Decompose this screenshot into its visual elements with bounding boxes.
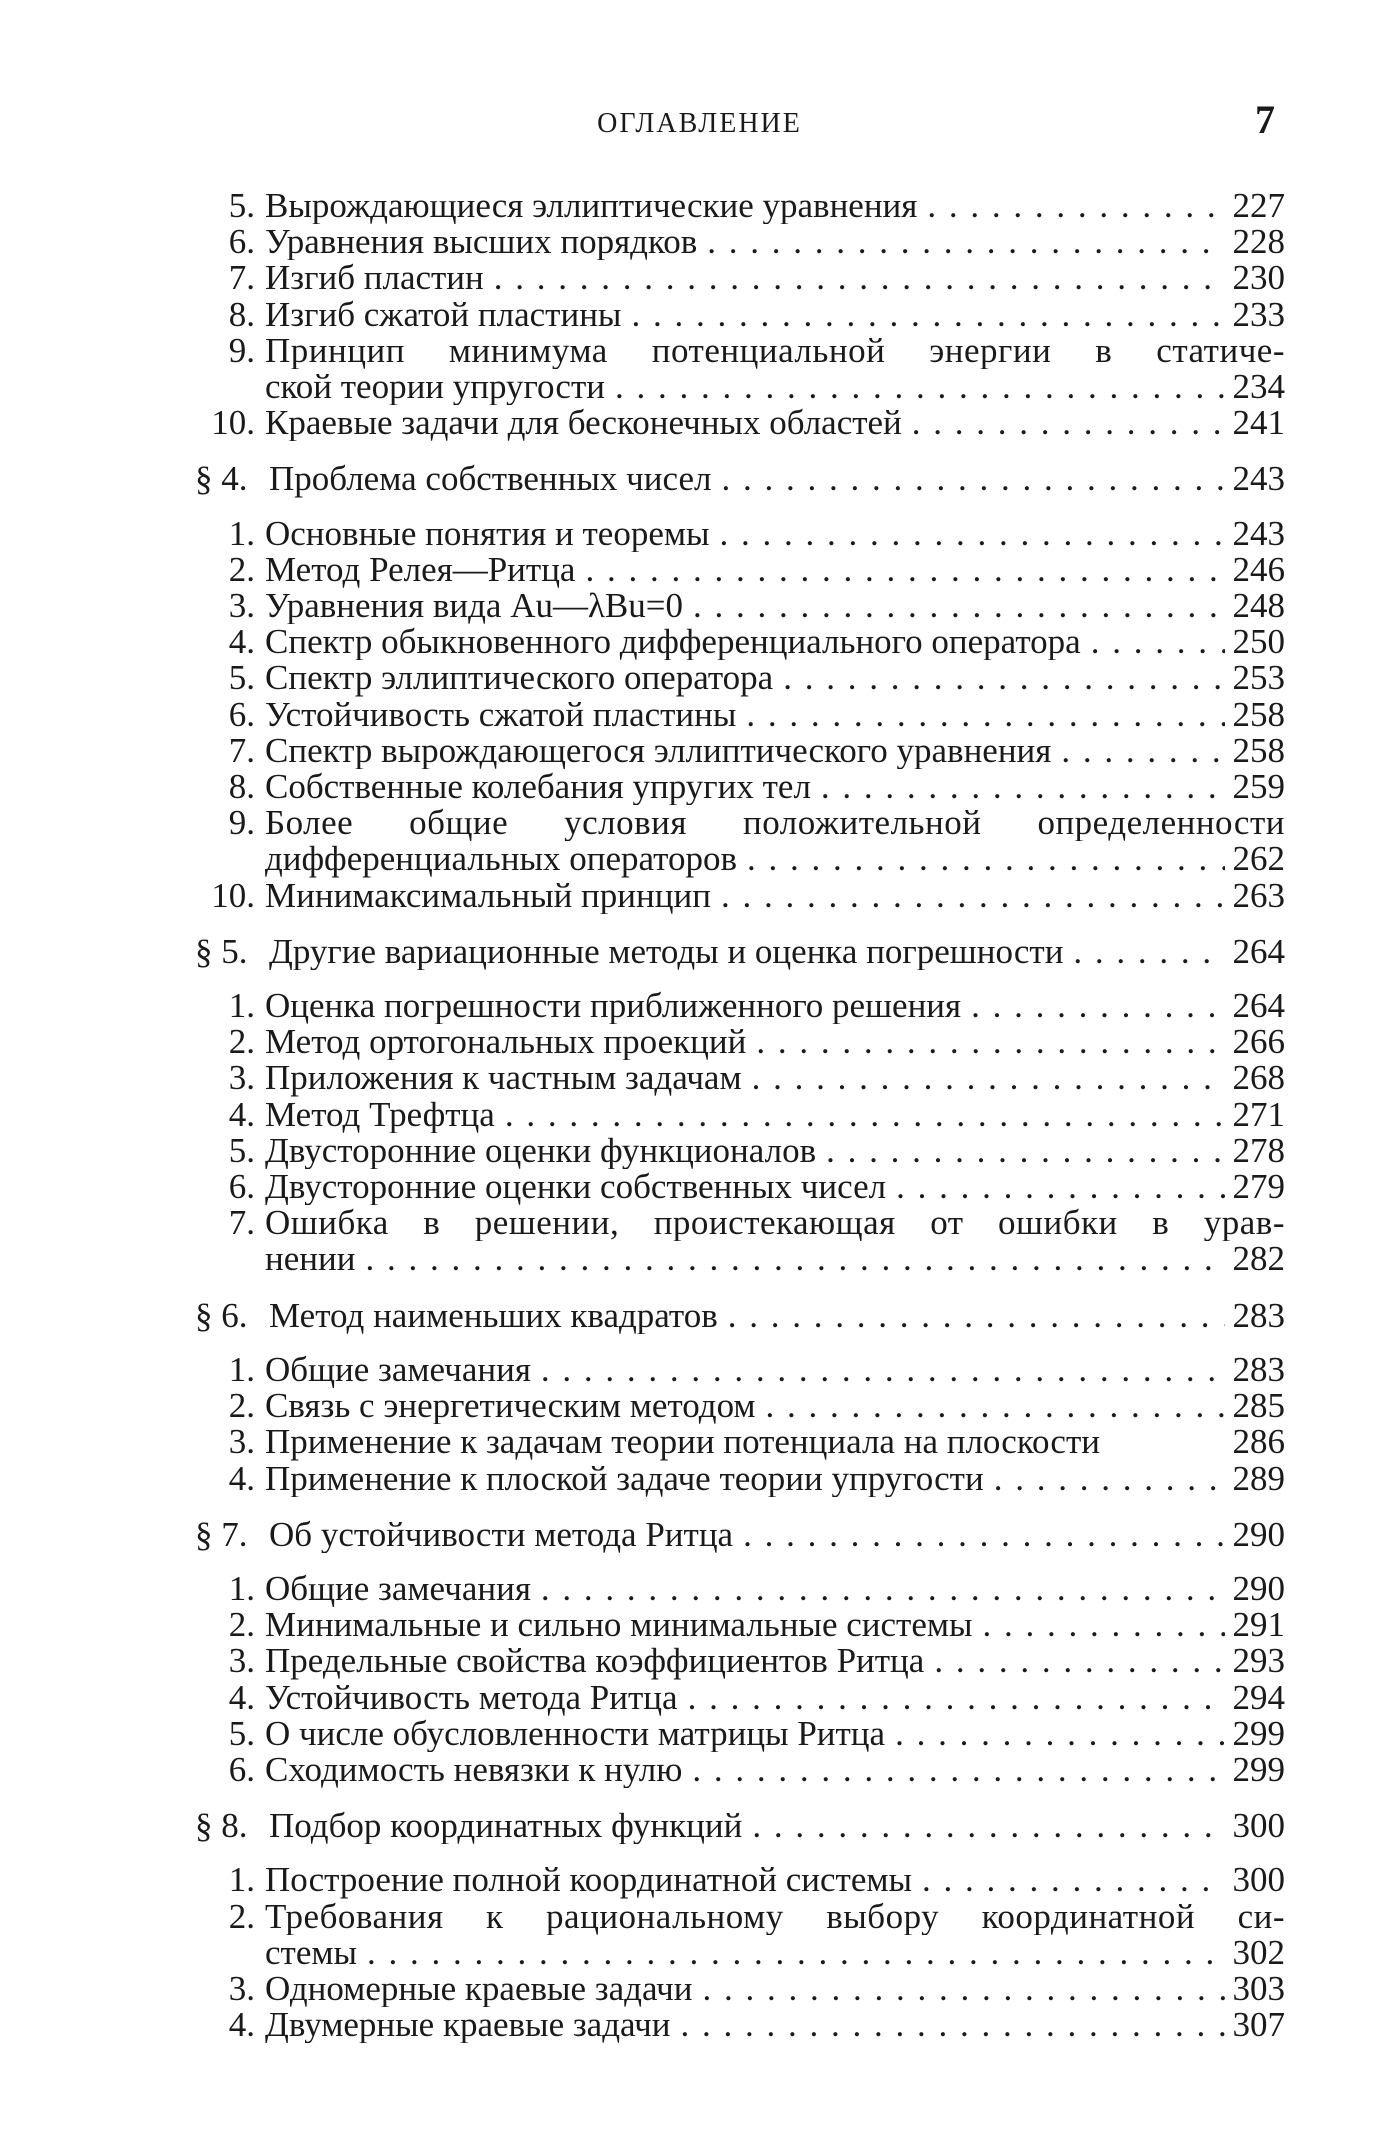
toc-entry — [195, 513, 1285, 553]
toc-entry-page: 289 — [1232, 1458, 1285, 1498]
dot-leader — [683, 588, 1225, 624]
dot-leader — [531, 1571, 1225, 1607]
toc-entry-number: 3. — [228, 1422, 255, 1462]
toc-section — [195, 931, 1285, 971]
toc-entry — [195, 1388, 1285, 1424]
toc-entry-page: 299 — [1232, 1749, 1285, 1789]
toc-entry-page: 268 — [1232, 1058, 1285, 1098]
toc-entry-title: Спектр обыкновенного дифференциального оператора — [265, 624, 1081, 661]
toc-section — [195, 1295, 1285, 1335]
toc-entry — [195, 330, 1285, 370]
toc-entry-page: 290 — [1232, 1568, 1285, 1608]
table-of-contents — [195, 188, 1285, 2043]
toc-entry-page: 234 — [1232, 367, 1285, 407]
toc-entry-number: 3. — [228, 586, 255, 626]
toc-entry-number: 2. — [228, 1605, 255, 1645]
dot-leader — [742, 1808, 1225, 1844]
toc-entry — [195, 1607, 1285, 1643]
toc-entry-number: 4. — [228, 622, 255, 662]
toc-entry-number: 10. — [211, 875, 255, 915]
toc-entry — [195, 1094, 1285, 1134]
section-gap — [195, 1334, 1285, 1352]
toc-entry-title: дифференциальных операторов — [265, 841, 737, 878]
toc-entry-page: 283 — [1232, 1349, 1285, 1389]
toc-entry-number: 1. — [228, 1349, 255, 1389]
dot-leader — [1081, 624, 1225, 660]
toc-entry-page: 250 — [1232, 622, 1285, 662]
dot-leader — [961, 988, 1225, 1024]
toc-entry — [195, 730, 1285, 770]
toc-entry — [195, 624, 1285, 660]
toc-entry-page: 271 — [1232, 1094, 1285, 1134]
toc-entry — [195, 694, 1285, 734]
toc-entry-title: О числе обусловленности матрицы Ритца — [265, 1715, 886, 1752]
toc-entry-number: 4. — [228, 1094, 255, 1134]
toc-entry-title: Двумерные краевые задачи — [265, 2007, 671, 2044]
toc-entry — [195, 875, 1285, 915]
dot-leader — [737, 841, 1225, 877]
dot-leader — [711, 878, 1225, 914]
toc-entry-number: 6. — [228, 694, 255, 734]
toc-entry-title: Метод наименьших квадратов — [269, 1297, 718, 1334]
toc-entry-title: Предельные свойства коэффициентов Ритца — [265, 1643, 925, 1680]
dot-leader — [357, 1935, 1225, 1971]
dot-leader — [912, 1862, 1225, 1898]
toc-entry-number: 7. — [228, 258, 255, 298]
toc-entry-title: Минимаксимальный принцип — [265, 877, 711, 914]
dot-leader — [621, 297, 1225, 333]
dot-leader — [746, 1024, 1225, 1060]
toc-entry — [195, 1713, 1285, 1753]
dot-leader — [692, 1971, 1225, 2007]
toc-entry — [195, 1458, 1285, 1498]
toc-entry-number: 1. — [228, 513, 255, 553]
toc-entry — [195, 1968, 1285, 2008]
toc-entry — [195, 294, 1285, 334]
toc-entry-number: 9. — [228, 330, 255, 370]
toc-entry-title: Метод Трефтца — [265, 1096, 495, 1133]
dot-leader — [733, 1517, 1225, 1553]
dot-leader — [711, 461, 1225, 497]
dot-leader — [742, 1060, 1225, 1096]
dot-leader — [816, 1133, 1225, 1169]
toc-entry-number: § 5. — [195, 931, 248, 971]
toc-entry-page: 302 — [1232, 1932, 1285, 1972]
toc-entry — [195, 1862, 1285, 1898]
dot-leader — [917, 188, 1225, 224]
dot-leader — [902, 405, 1225, 441]
toc-entry-title: Ошибка в решении, проистекающая от ошибки в урав- — [265, 1205, 1285, 1242]
toc-entry-number: 1. — [228, 1568, 255, 1608]
page-number: 7 — [1255, 97, 1275, 142]
dot-leader — [697, 224, 1225, 260]
toc-entry-page: 243 — [1232, 459, 1285, 499]
toc-entry — [195, 1205, 1285, 1241]
toc-entry-page: 248 — [1232, 586, 1285, 626]
toc-entry-number: 5. — [228, 186, 255, 225]
section-gap — [195, 498, 1285, 516]
toc-entry — [195, 188, 1285, 224]
dot-leader — [924, 1643, 1225, 1679]
toc-entry-title: Приложения к частным задачам — [265, 1060, 742, 1097]
toc-entry-page: 282 — [1232, 1239, 1285, 1279]
toc-entry-page: 264 — [1232, 931, 1285, 971]
toc-entry — [195, 805, 1285, 841]
toc-entry-number: 7. — [228, 1203, 255, 1243]
toc-entry-title: стемы — [265, 1934, 358, 1971]
toc-entry-number: 6. — [228, 1167, 255, 1207]
toc-entry-title: Минимальные и сильно минимальные системы — [265, 1607, 973, 1644]
dot-leader — [811, 769, 1225, 805]
toc-entry — [195, 1060, 1285, 1096]
toc-entry-title: нении — [265, 1241, 356, 1278]
dot-leader — [984, 1461, 1225, 1497]
section-gap — [195, 1497, 1285, 1517]
toc-entry-title: Требования к рациональному выбору координатной си- — [265, 1898, 1285, 1935]
dot-leader — [973, 1607, 1225, 1643]
toc-entry-title: Принцип минимума потенциальной энергии в статиче- — [265, 332, 1285, 370]
toc-entry-page: 299 — [1232, 1713, 1285, 1753]
toc-entry-page: 303 — [1232, 1968, 1285, 2008]
toc-entry-title: Об устойчивости метода Ритца — [269, 1516, 734, 1553]
toc-entry-title: Оценка погрешности приближенного решения — [265, 988, 962, 1025]
toc-entry — [195, 1896, 1285, 1936]
toc-entry-number: 2. — [228, 1386, 255, 1426]
dot-leader — [531, 1352, 1225, 1388]
toc-entry — [195, 224, 1285, 260]
toc-entry-title: ской теории упругости — [265, 369, 605, 406]
toc-entry-page: 258 — [1232, 730, 1285, 770]
toc-entry — [195, 988, 1285, 1024]
toc-entry — [195, 1241, 1285, 1277]
toc-entry — [195, 1130, 1285, 1170]
section-gap — [195, 441, 1285, 461]
toc-entry-title: Краевые задачи для бесконечных областей — [265, 405, 902, 442]
toc-entry — [195, 1568, 1285, 1608]
section-gap — [195, 1844, 1285, 1862]
toc-entry-page: 228 — [1232, 222, 1285, 262]
toc-entry-number: § 8. — [195, 1806, 248, 1846]
toc-entry-page: 227 — [1232, 186, 1285, 225]
toc-entry — [195, 1349, 1285, 1389]
toc-entry-title: Спектр эллиптического оператора — [265, 660, 774, 697]
toc-entry-number: 2. — [228, 549, 255, 589]
toc-entry-title: Общие замечания — [265, 1570, 531, 1608]
toc-entry-page: 307 — [1232, 2005, 1285, 2045]
toc-entry-number: § 7. — [195, 1514, 248, 1554]
dot-leader — [1063, 934, 1225, 970]
toc-entry-title: Устойчивость сжатой пластины — [265, 696, 737, 733]
running-head: ОГЛАВЛЕНИЕ — [597, 108, 802, 139]
toc-entry-number: 4. — [228, 2005, 255, 2045]
toc-entry — [195, 1424, 1285, 1460]
toc-entry-page: 283 — [1232, 1295, 1285, 1335]
toc-entry-number: 6. — [228, 222, 255, 262]
toc-entry-number: 3. — [228, 1058, 255, 1098]
toc-entry — [195, 405, 1285, 441]
dot-leader — [605, 369, 1225, 405]
toc-entry-title: Построение полной координатной системы — [265, 1862, 913, 1899]
toc-entry-title: Вырождающиеся эллиптические уравнения — [265, 188, 918, 225]
dot-leader — [885, 1716, 1225, 1752]
toc-entry — [195, 588, 1285, 624]
dot-leader — [1051, 733, 1225, 769]
toc-entry-title: Проблема собственных чисел — [269, 461, 712, 498]
toc-entry-title: Уравнения вида Au—λBu=0 — [265, 588, 684, 625]
toc-entry-number: 2. — [228, 1022, 255, 1062]
toc-entry-page: 266 — [1232, 1022, 1285, 1062]
toc-entry-number: 6. — [228, 1749, 255, 1789]
toc-entry-number: 5. — [228, 1130, 255, 1170]
toc-entry-number: 1. — [228, 1860, 255, 1900]
toc-entry-page: 294 — [1232, 1677, 1285, 1717]
toc-entry-page: 241 — [1232, 403, 1285, 443]
toc-entry-title: Изгиб сжатой пластины — [265, 296, 622, 333]
toc-entry-page: 230 — [1232, 258, 1285, 298]
toc-section — [195, 461, 1285, 497]
section-gap — [195, 914, 1285, 934]
toc-entry-title: Применение к задачам теории потенциала на плоскости — [265, 1424, 1100, 1461]
toc-entry-page: 246 — [1232, 549, 1285, 589]
toc-entry-page: 233 — [1232, 294, 1285, 334]
toc-entry-page: 290 — [1232, 1514, 1285, 1554]
toc-entry-number: 4. — [228, 1458, 255, 1498]
toc-entry-page: 258 — [1232, 694, 1285, 734]
toc-entry — [195, 1932, 1285, 1972]
toc-entry-page: 279 — [1232, 1167, 1285, 1207]
toc-entry-number: § 4. — [195, 459, 248, 499]
section-gap — [195, 1788, 1285, 1808]
toc-entry-page: 264 — [1232, 986, 1285, 1026]
toc-entry-number: 4. — [228, 1677, 255, 1717]
toc-entry-number: 1. — [228, 986, 255, 1026]
toc-entry-page: 259 — [1232, 767, 1285, 807]
toc-entry — [195, 841, 1285, 877]
section-gap — [195, 1553, 1285, 1571]
toc-entry-title: Метод Релея—Ритца — [265, 551, 576, 589]
toc-entry-title: Спектр вырождающегося эллиптического уравнения — [265, 732, 1052, 770]
dot-leader — [718, 1298, 1225, 1334]
toc-entry-page: 293 — [1232, 1641, 1285, 1681]
dot-leader — [678, 1680, 1225, 1716]
toc-entry-page: 300 — [1232, 1806, 1285, 1846]
dot-leader — [671, 2007, 1226, 2043]
dot-leader — [710, 516, 1225, 552]
toc-entry — [195, 1749, 1285, 1789]
toc-entry-title: Двусторонние оценки собственных чисел — [265, 1169, 887, 1206]
toc-entry-number: 8. — [228, 294, 255, 334]
dot-leader — [682, 1752, 1225, 1788]
dot-leader — [736, 697, 1225, 733]
toc-entry-number: 7. — [228, 730, 255, 770]
toc-entry-title: Одномерные краевые задачи — [265, 1970, 693, 2008]
toc-entry — [195, 769, 1285, 805]
toc-entry-page: 286 — [1232, 1422, 1285, 1462]
toc-entry-number: 8. — [228, 767, 255, 807]
toc-entry-number: § 6. — [195, 1295, 248, 1335]
toc-entry-title: Общие замечания — [265, 1351, 531, 1389]
toc-entry-page: 291 — [1232, 1605, 1285, 1645]
toc-entry-title: Изгиб пластин — [265, 260, 484, 297]
toc-entry-title: Метод ортогональных проекций — [265, 1024, 747, 1061]
dot-leader — [886, 1169, 1225, 1205]
toc-section — [195, 1514, 1285, 1554]
toc-entry-page: 300 — [1232, 1860, 1285, 1900]
dot-leader — [355, 1241, 1225, 1277]
toc-entry-number: 5. — [228, 1713, 255, 1753]
toc-entry-title: Двусторонние оценки функционалов — [265, 1132, 817, 1170]
section-gap — [195, 970, 1285, 988]
toc-entry-number: 3. — [228, 1968, 255, 2008]
toc-entry-page: 243 — [1232, 513, 1285, 553]
dot-leader — [773, 660, 1225, 696]
toc-entry-page: 278 — [1232, 1130, 1285, 1170]
toc-entry — [195, 660, 1285, 696]
toc-entry-number: 3. — [228, 1641, 255, 1681]
dot-leader — [495, 1097, 1225, 1133]
toc-entry — [195, 1677, 1285, 1717]
toc-entry — [195, 1169, 1285, 1205]
toc-entry — [195, 549, 1285, 589]
toc-entry-title: Другие вариационные методы и оценка погрешности — [269, 933, 1064, 971]
toc-entry — [195, 1643, 1285, 1679]
toc-entry — [195, 369, 1285, 405]
toc-entry — [195, 1024, 1285, 1060]
toc-entry-page: 262 — [1232, 839, 1285, 879]
toc-entry-page: 263 — [1232, 875, 1285, 915]
toc-entry-title: Связь с энергетическим методом — [265, 1388, 756, 1425]
toc-entry-title: Устойчивость метода Ритца — [265, 1679, 678, 1716]
toc-entry-page: 253 — [1232, 658, 1285, 698]
toc-entry-title: Более общие условия положительной определенности — [265, 805, 1285, 842]
toc-entry-number: 2. — [228, 1896, 255, 1936]
toc-entry — [195, 260, 1285, 296]
toc-entry-title: Применение к плоской задаче теории упругости — [265, 1460, 984, 1497]
toc-entry-page: 285 — [1232, 1386, 1285, 1426]
toc-entry-title: Подбор координатных функций — [269, 1808, 743, 1845]
dot-leader — [575, 552, 1225, 588]
toc-entry-title: Собственные колебания упругих тел — [265, 769, 811, 806]
toc-entry-number: 5. — [228, 658, 255, 698]
toc-entry-title: Основные понятия и теоремы — [265, 515, 710, 552]
dot-leader — [756, 1388, 1225, 1424]
toc-entry-number: 10. — [211, 403, 255, 443]
toc-entry-title: Сходимость невязки к нулю — [265, 1751, 683, 1789]
toc-section — [195, 1808, 1285, 1844]
section-gap — [195, 1278, 1285, 1298]
toc-entry-title: Уравнения высших порядков — [265, 224, 698, 261]
toc-entry — [195, 2007, 1285, 2043]
dot-leader — [484, 260, 1225, 296]
toc-entry-number: 9. — [228, 803, 255, 843]
